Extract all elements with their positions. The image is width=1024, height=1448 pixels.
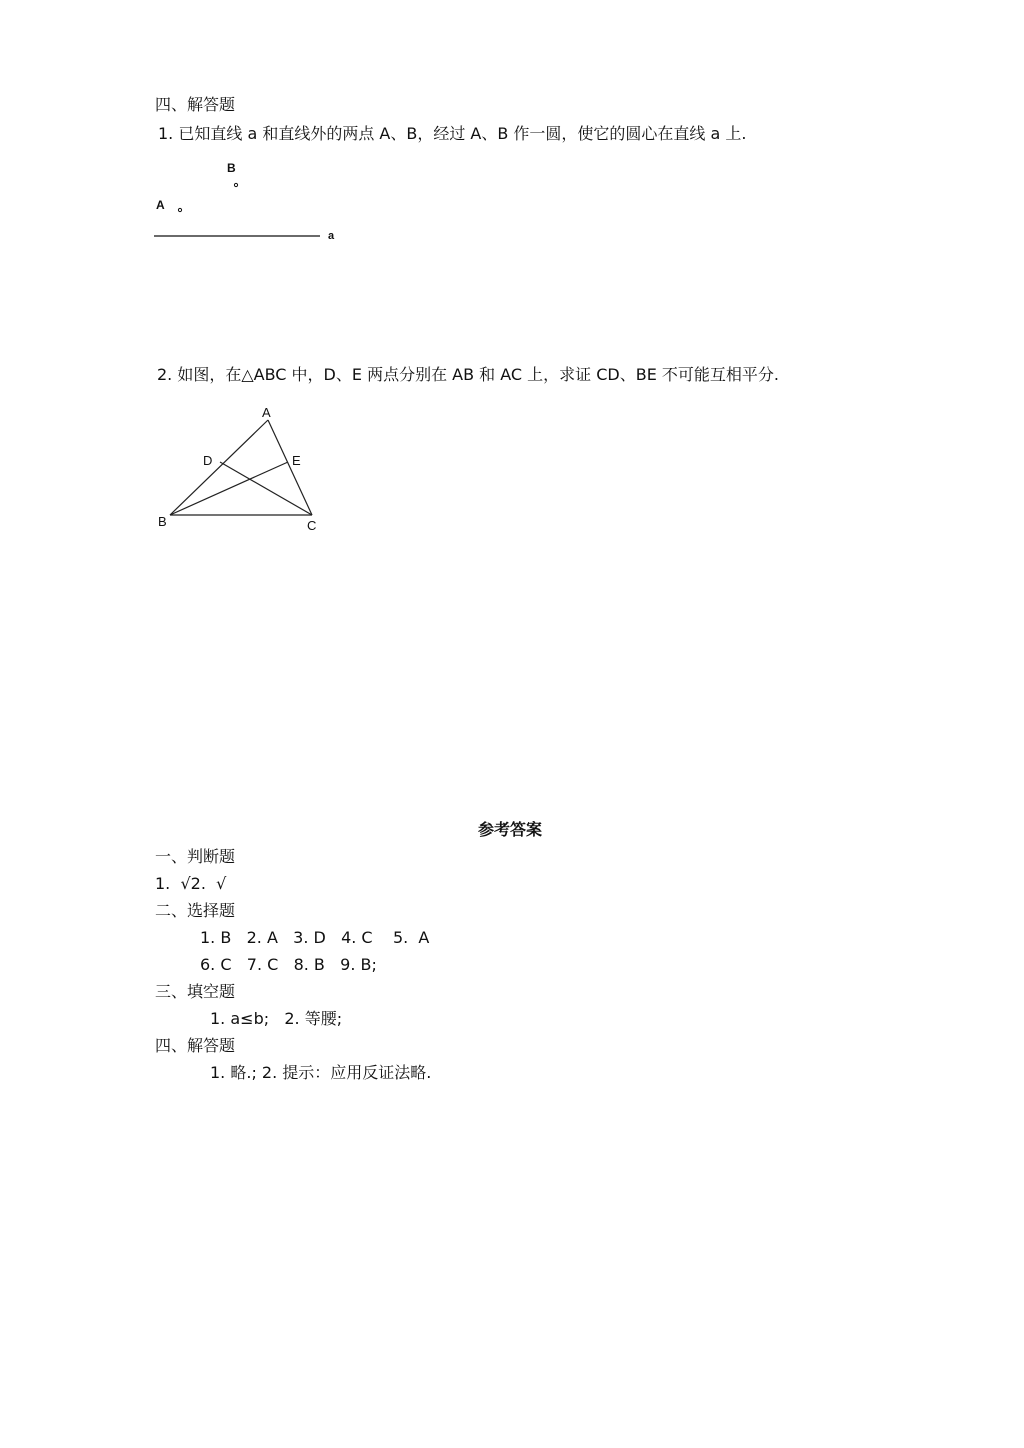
section4-title: 四、解答题 bbox=[155, 95, 236, 114]
answers-section1-title: 一、判断题 bbox=[155, 847, 236, 866]
point-a-label: A bbox=[156, 198, 165, 212]
figure-1 bbox=[150, 155, 350, 250]
answers-section4-title: 四、解答题 bbox=[155, 1036, 236, 1055]
side-ab bbox=[170, 420, 268, 515]
answers-section2-title: 二、选择题 bbox=[155, 901, 236, 920]
vertex-c-label: C bbox=[307, 518, 317, 533]
vertex-a-label: A bbox=[262, 405, 271, 420]
point-a bbox=[178, 208, 181, 211]
answers-section2-line2: 6. C 7. C 8. B 9. B; bbox=[200, 955, 377, 974]
point-d-label: D bbox=[203, 453, 213, 468]
answers-section3-line: 1. a≤b; 2. 等腰; bbox=[210, 1009, 343, 1028]
vertex-b-label: B bbox=[158, 514, 167, 529]
answers-section3-title: 三、填空题 bbox=[155, 982, 236, 1001]
answers-section4-line: 1. 略.; 2. 提示：应用反证法略. bbox=[210, 1063, 432, 1082]
problem-2-text: 2. 如图，在△ABC 中，D、E 两点分别在 AB 和 AC 上，求证 CD、BE 不可能互相平分. bbox=[157, 365, 780, 384]
segment-be bbox=[170, 462, 288, 515]
answers-section1-line: 1. √2. √ bbox=[155, 874, 227, 893]
line-a-label: a bbox=[328, 230, 335, 242]
point-e-label: E bbox=[292, 453, 301, 468]
segment-cd bbox=[220, 462, 312, 515]
problem-1-text: 1. 已知直线 a 和直线外的两点 A、B，经过 A、B 作一圆，使它的圆心在直线 a 上. bbox=[158, 124, 747, 143]
figure-2-triangle bbox=[150, 400, 330, 535]
point-b bbox=[234, 183, 237, 186]
point-b-label: B bbox=[227, 161, 236, 175]
answers-section2-line1: 1. B 2. A 3. D 4. C 5. A bbox=[200, 928, 430, 947]
answers-title: 参考答案 bbox=[478, 820, 543, 839]
